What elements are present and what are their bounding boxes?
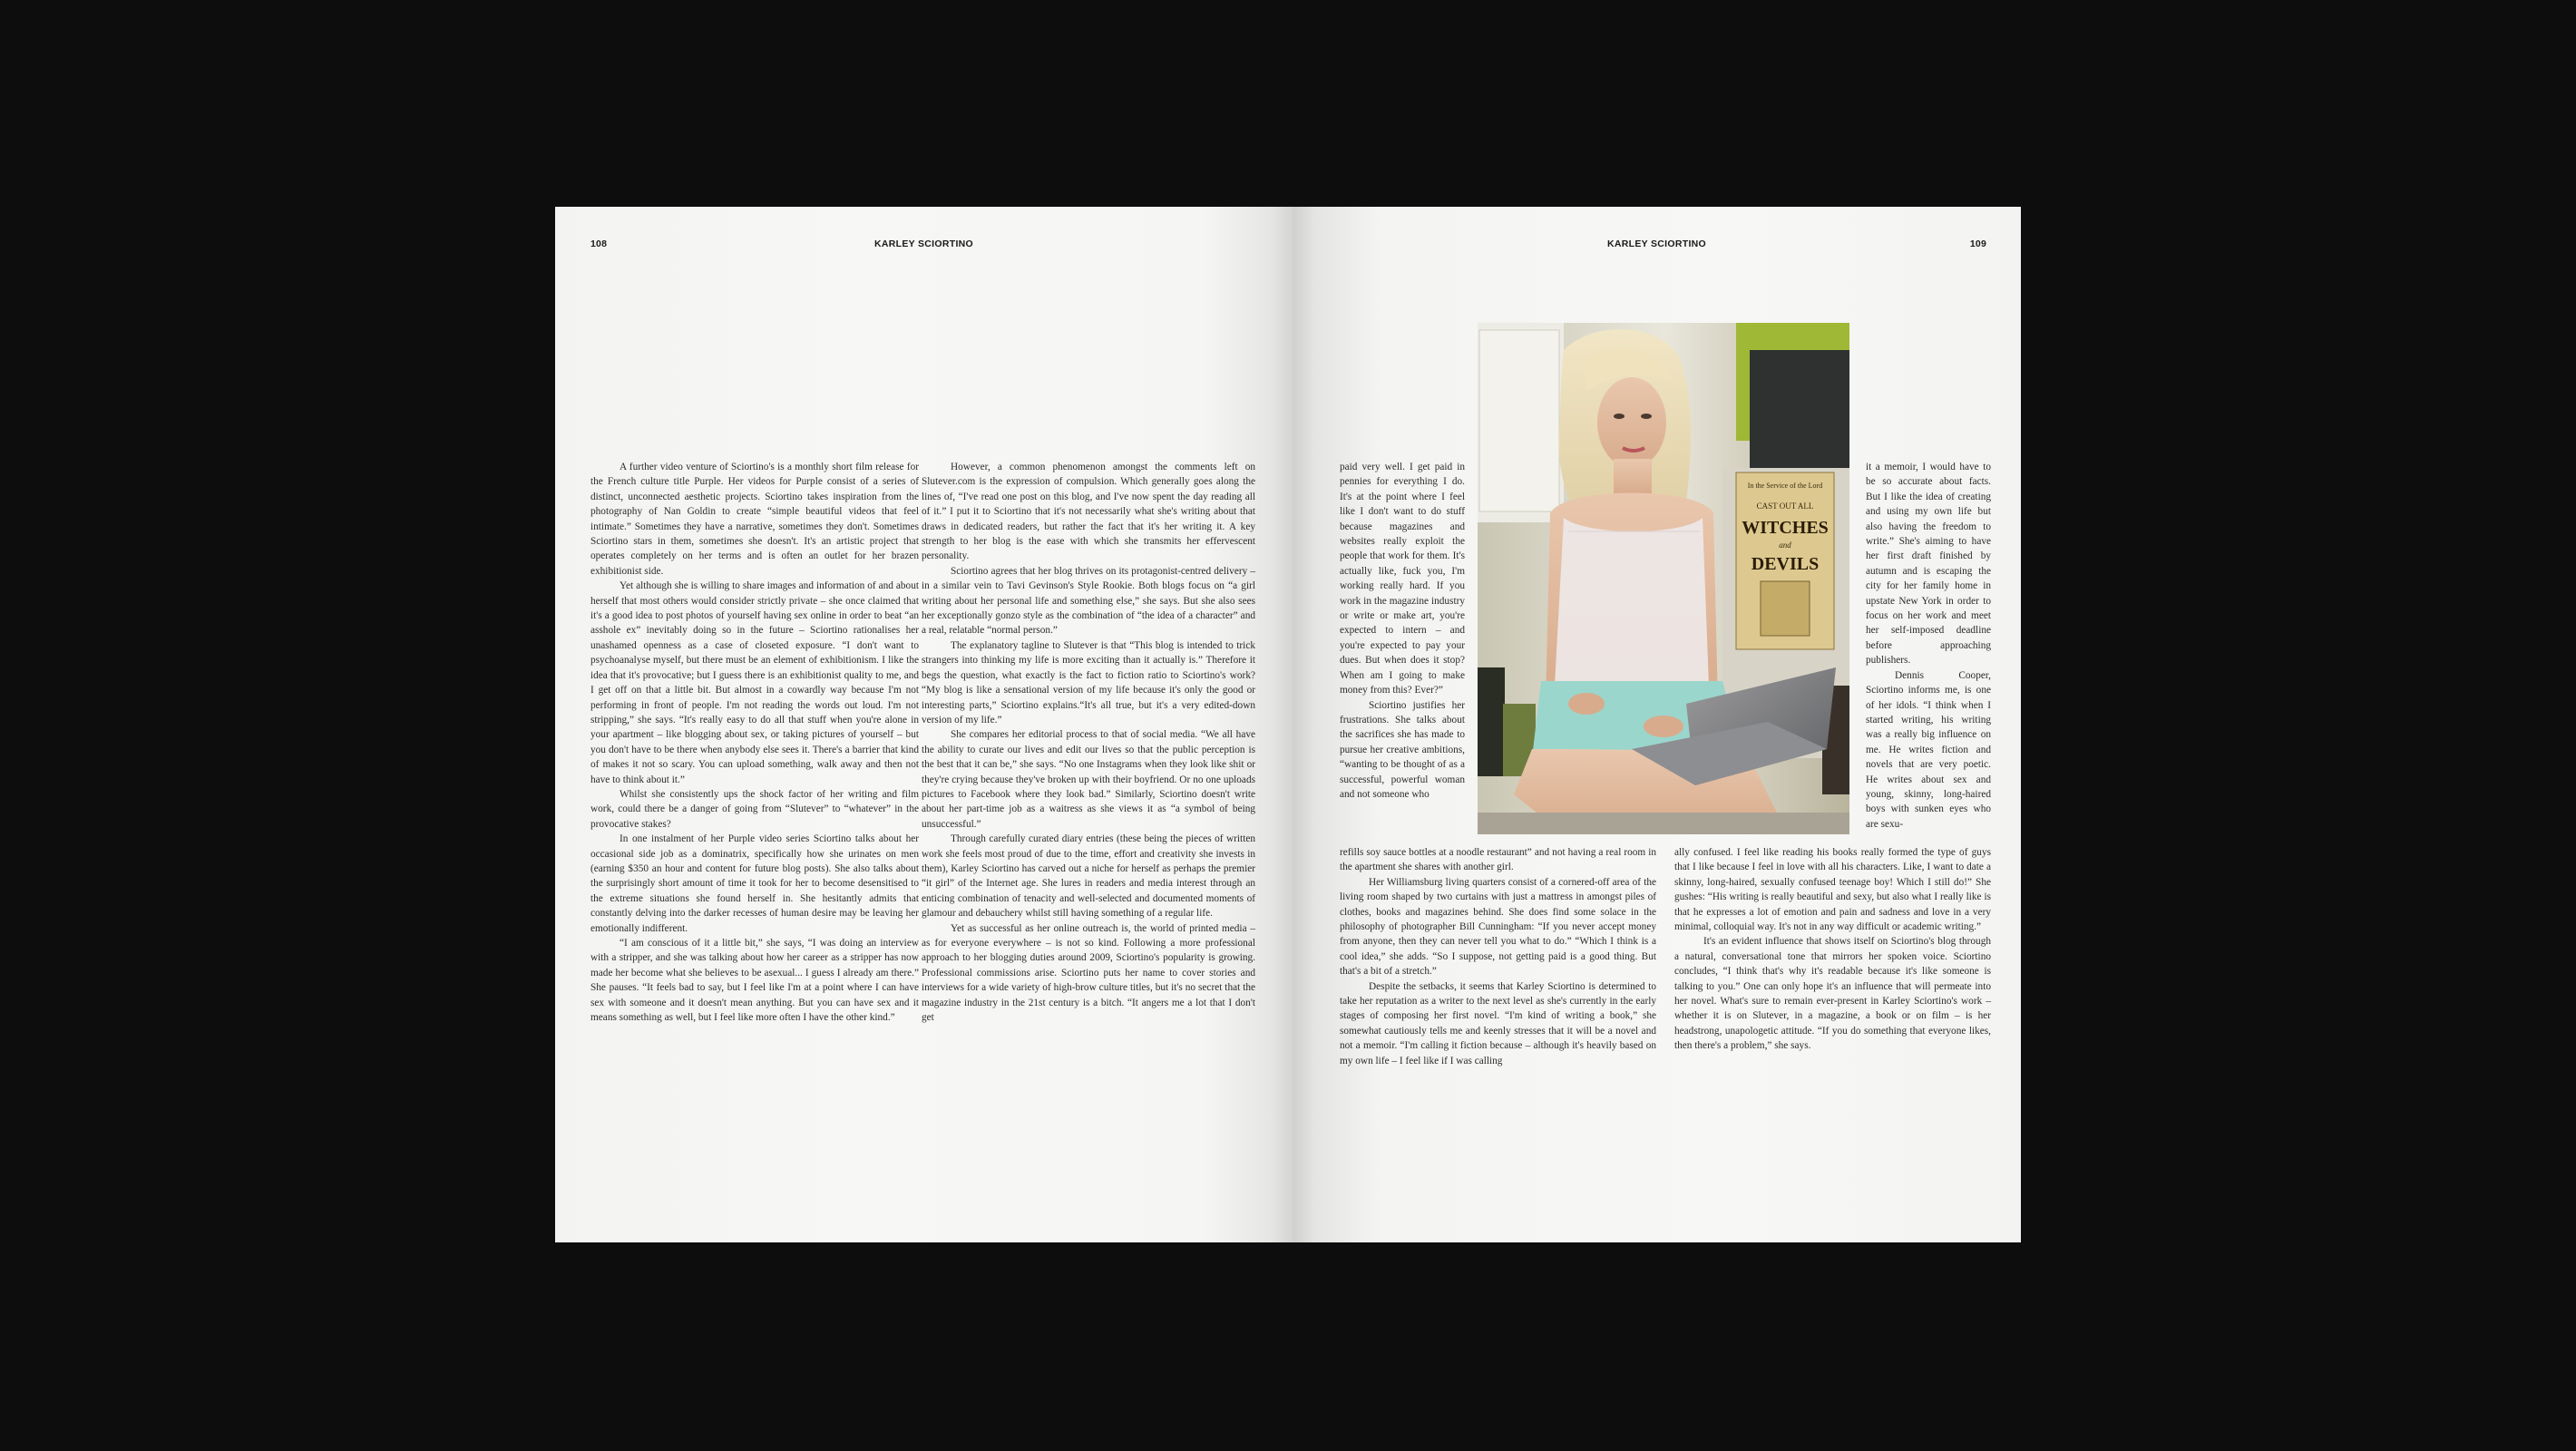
page-number-left: 108 <box>590 239 608 249</box>
right-page-narrow-column-left <box>1340 460 1465 802</box>
paragraph: Sciortino justifies her frustrations. She talks about the sacrifices she has made to pursue her creative ambitions, “wanting to be thought of as a successful, powerful woman and not someone who <box>1340 699 1465 800</box>
witches-devils-poster <box>1736 472 1834 649</box>
paragraph: The explanatory tagline to Slutever is that “This blog is intended to trick strangers into thinking my life is more exciting than it actually is.” Therefore it begs the question, what exactly is the fact to fiction ratio to Sciortino's work? “My blog is like a sensational version of my life because it's only the good or interesting parts,” Sciortino explains.“It's all true, but it's a very edited-down version of my life.” <box>922 639 1255 726</box>
paragraph: Despite the setbacks, it seems that Karley Sciortino is determined to take her reputation as a writer to the next level as she's currently in the early stages of composing her first novel. “I'm kind of writing a book,” she somewhat cautiously tells me and keenly stresses that it will be a novel and not a memoir. “I'm calling it fiction because – although it's heavily based on my own life – I feel like if I was calling <box>1340 980 1656 1066</box>
paragraph: ally confused. I feel like reading his books really formed the type of guys that I like because I feel in love with all his characters. Like, I want to date a skinny, long-haired, sexually confused teenage boy! Which I still do!” She gushes: “His writing is really beautiful and sexy, but also what I really like is that he expresses a lot of emotion and pain and sadness and love in a very minimal, colloquial way. It's not in any way difficult or academic writing.” <box>1674 847 1991 933</box>
paragraph: Through carefully curated diary entries (these being the pieces of written work she feels most proud of due to the time, effort and creativity she invests in them), Karley Sciortino has carved out a niche for herself as perhaps the premier “it girl” of the Internet age. She lures in readers and media interest through an enticing combination of tenacity and well-selected and documented moments of glamour and debauchery whilst still having something of a regular life. <box>922 833 1255 920</box>
left-page-column-1 <box>590 460 919 1025</box>
poster-title-1: WITCHES <box>1742 518 1829 538</box>
paragraph: Dennis Cooper, Sciortino informs me, is one of her idols. “I think when I started writing, his writing was a really big influence on me. He writes fiction and novels that are very poetic. He writes about sex and young, skinny, long-haired boys with sunken eyes who are sexu- <box>1866 669 1991 830</box>
paragraph: Her Williamsburg living quarters consist of a cornered-off area of the living room shaped by two curtains with just a mattress in amongst piles of clothes, books and magazines behind. She does find some solace in the philosophy of photographer Bill Cunningham: “If you never accept money from anyone, then they can never tell you what to do.” “Which I think is a cool idea,” she adds. “So I suppose, not getting paid is a good thing. But that's a bit of a stretch.” <box>1340 876 1656 978</box>
paragraph: paid very well. I get paid in pennies for everything I do. It's at the point where I feel like I don't want to do stuff because magazines and websites really exploit the people that work for them. It's actually like, fuck you, I'm working really hard. If you work in the magazine industry or write or make art, you're expected to intern – and you're expected to pay your dues. But when does it stop? When am I going to make money from this? Ever?” <box>1340 462 1465 696</box>
paragraph: refills soy sauce bottles at a noodle restaurant” and not having a real room in the apartment she shares with another girl. <box>1340 847 1656 873</box>
right-page-bottom-columns <box>1340 845 1991 1068</box>
portrait-photo <box>1478 323 1849 834</box>
paragraph: Yet as successful as her online outreach is, the world of printed media – as for everyone everywhere – is not so kind. Following a more professional approach to her blogging duties around 2009, Sciortino's popularity is growing. Professional commissions arise. Sciortino puts her name to cover stories and interviews for a wide variety of high-brow culture titles, but it's no secret that the magazine industry in the 21st century is a bitch. “It angers me a lot that I don't get <box>922 922 1255 1024</box>
running-head-right: KARLEY SCIORTINO <box>1606 239 1707 249</box>
paragraph: Whilst she consistently ups the shock factor of her writing and film work, could there be a danger of going from “Slutever” to “whatever” in the provocative stakes? <box>590 788 919 830</box>
paragraph: However, a common phenomenon amongst the comments left on Slutever.com is the expression of compulsion. Which generally goes along the lines of, “I've read one post on this blog, and I've now spent the day reading all of it.” I put it to Sciortino that it's not necessarily what she's writing about that draws in dedicated readers, but rather the fact that it's her writing it. A key strength to her blog is the ease with which she transmits her effervescent personality. <box>922 462 1255 562</box>
paragraph: “I am conscious of it a little bit,” she says, “I was doing an interview with a stripper, and she was talking about how her career as a stripper has now made her become what she believes to be asexual... I guess I already am there.” She pauses. “It feels bad to say, but I feel like I'm at a point where I can have sex with someone and it doesn't mean anything. But you can have sex and it means something as well, but I feel like more often I have the other kind.” <box>590 938 919 1024</box>
left-page-column-2 <box>922 460 1255 1025</box>
page-number-right: 109 <box>1969 239 1986 249</box>
paragraph: She compares her editorial process to that of social media. “We all have the ability to curate our lives and edit our lives so that the public perception is the best that it can be,” she says. “No one Instagrams when they look like shit or they're crying because they've broken up with their boyfriend. Or no one uploads pictures to Facebook where they look bad.” Similarly, Sciortino doesn't write about her part-time job as a waitress as she views it as “a symbol of being unsuccessful.” <box>922 729 1255 830</box>
left-page <box>555 207 1293 1242</box>
poster-line-2: CAST OUT ALL <box>1756 502 1814 511</box>
paragraph: In one instalment of her Purple video series Sciortino talks about her occasional side job as a dominatrix, specifically how she urinates on men (earning $350 an hour and content for future blog posts). She also talks about the surprisingly short amount of time it took for her to become desensitised to the extreme situations she found herself in. She hesitantly admits that constantly delving into the darker recesses of human desire may be leaving her emotionally indifferent. <box>590 833 919 934</box>
poster-title-2: DEVILS <box>1751 554 1820 574</box>
paragraph: it a memoir, I would have to be so accurate about facts. But I like the idea of creating and using my own life but also having the freedom to write.” She's aiming to have her first draft finished by autumn and is escaping the city for her family home in upstate New York in order to focus on her work and meet her self-imposed deadline before approaching publishers. <box>1866 462 1991 667</box>
paragraph: Sciortino agrees that her blog thrives on its protagonist-centred delivery – in a similar vein to Tavi Gevinson's Style Rookie. Both blogs focus on “a girl writing about her personal life and something else,” she says. But she also sees her exceptionally gonzo style as the combination of “the idea of a character” and a real, relatable “normal person.” <box>922 565 1255 637</box>
poster-line-1: In the Service of the Lord <box>1747 482 1823 490</box>
right-page-narrow-column-right <box>1866 460 1991 832</box>
paragraph: A further video venture of Sciortino's is a monthly short film release for the French culture title Purple. Her videos for Purple consist of a series of distinct, unconnected aesthetic projects. Sciortino takes inspiration from the photography of Nan Goldin to create “simple beautiful videos that feel intimate.” Sometimes they have a narrative, sometimes they don't. Sometimes Sciortino stars in them, sometimes she doesn't. It's an artistic project that operates completely on her terms and is often an outlet for her brazen exhibitionist side. <box>590 462 919 577</box>
portrait-illustration <box>1478 323 1849 834</box>
running-head-left: KARLEY SCIORTINO <box>873 239 974 249</box>
paragraph: It's an evident influence that shows itself on Sciortino's blog through a natural, conversational tone that mirrors her spoken voice. Sciortino concludes, “I think that's why it's readable because it's like someone is talking to you.” One can only hope it's an influence that will permeate into her novel. What's sure to remain ever-present in Karley Sciortino's work – whether it is on Slutever, in a magazine, a book or on film – is her headstrong, unapologetic attitude. “If you do something that everyone likes, then there's a problem,” she says. <box>1674 936 1991 1052</box>
poster-and: and <box>1779 540 1791 550</box>
paragraph: Yet although she is willing to share images and information of and about herself that most others would consider strictly private – she once claimed that it's a good idea to post photos of yourself having sex online in order to beat “an asshole ex” inevitably doing so in the future – Sciortino rationalises her unashamed openness as a case of closeted exposure. “I don't want to psychoanalyse myself, but there must be an element of exhibitionism. I like the idea that it's provocative; but I guess there is an exhibitionist quality to me, and I get off on that a little bit. But almost in a cowardly way because I'm not performing in front of people. I'm not reading the words out loud. I'm not stripping,” she says. “It's really easy to do all that stuff when you're alone in your apartment – like blogging about sex, or taking pictures of yourself – but you don't have to be there when anybody else sees it. There's a barrier that kind of makes it not so scary. You can upload something, walk away and then not have to think about it.” <box>590 580 919 785</box>
right-page <box>1293 207 2021 1242</box>
